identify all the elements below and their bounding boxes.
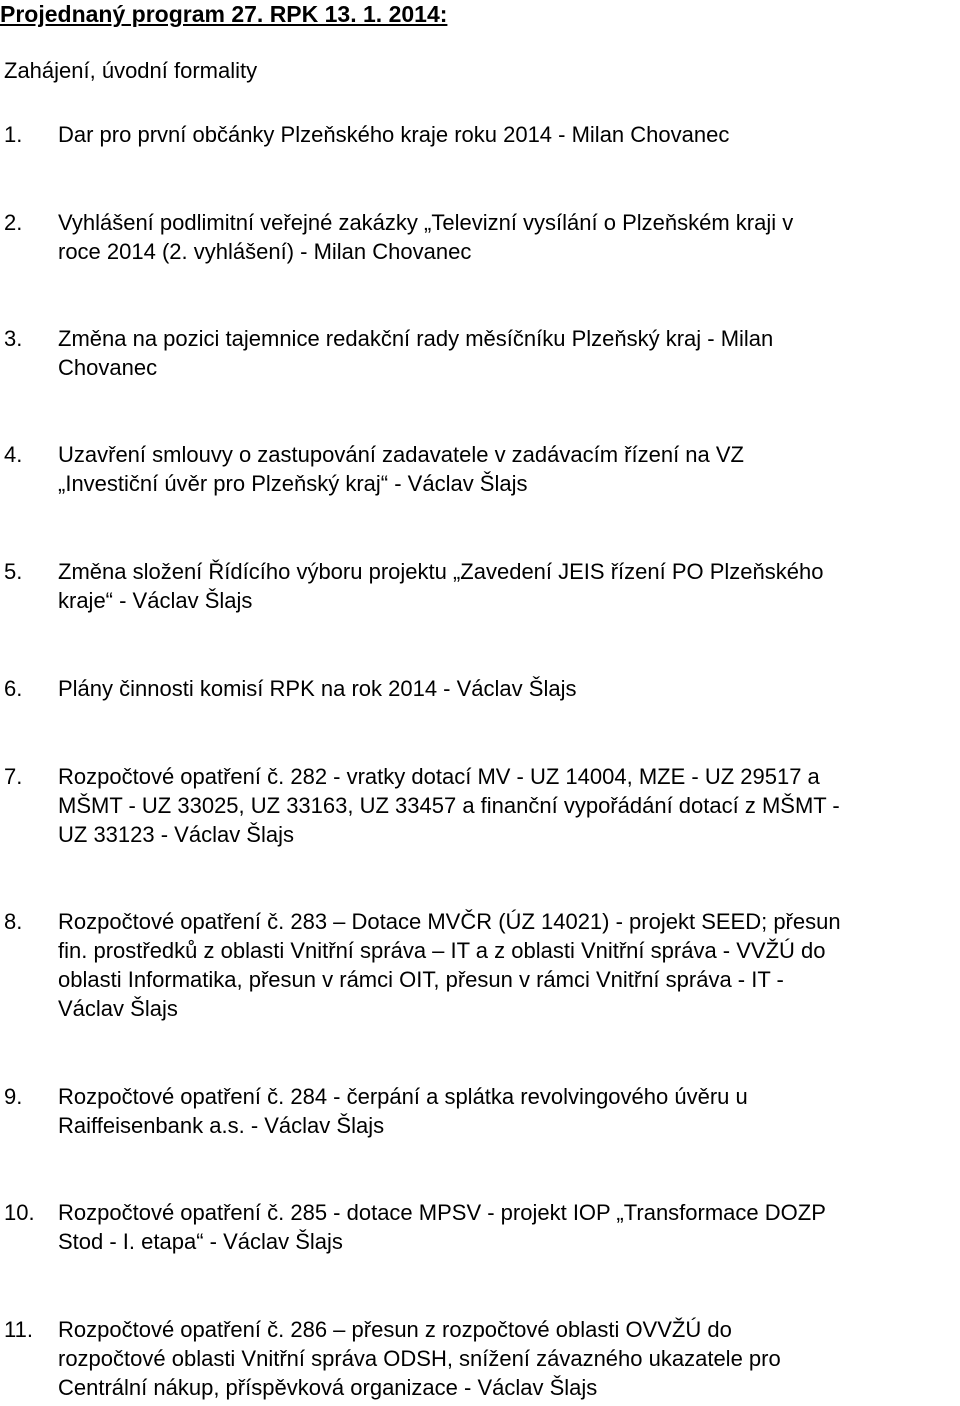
agenda-item-8: [4, 907, 960, 1023]
document-title: Projednaný program 27. RPK 13. 1. 2014:: [0, 1, 448, 27]
agenda-item-number: 11.: [4, 1317, 33, 1342]
agenda-item-number: 5.: [4, 559, 23, 584]
agenda-item-text: Rozpočtové opatření č. 282 - vratky dotací MV - UZ 14004, MZE - UZ 29517 a MŠMT - UZ 33025, UZ 33163, UZ 33457 a finanční vypořádání dotací z MŠMT - UZ 33123 - Václav Šlajs: [58, 764, 840, 847]
agenda-item-4: [4, 440, 960, 498]
agenda-item-text: Uzavření smlouvy o zastupování zadavatele v zadávacím řízení na VZ „Investiční úvěr pro Plzeňský kraj“ - Václav Šlajs: [58, 442, 744, 496]
agenda-item-10: [4, 1198, 960, 1256]
agenda-item-number: 3.: [4, 326, 23, 351]
agenda-item-number: 7.: [4, 764, 23, 789]
agenda-item-text: Rozpočtové opatření č. 285 - dotace MPSV - projekt IOP „Transformace DOZP Stod - I. etapa“ - Václav Šlajs: [58, 1200, 826, 1254]
agenda-item-text: Dar pro první občánky Plzeňského kraje roku 2014 - Milan Chovanec: [58, 122, 730, 147]
agenda-item-1: [4, 120, 960, 149]
intro-line: Zahájení, úvodní formality: [4, 58, 258, 83]
agenda-item-text: Plány činnosti komisí RPK na rok 2014 - Václav Šlajs: [58, 676, 577, 701]
agenda-item-text: Rozpočtové opatření č. 283 – Dotace MVČR (ÚZ 14021) - projekt SEED; přesun fin. prostředků z oblasti Vnitřní správa – IT a z oblasti Vnitřní správa - VVŽÚ do oblasti Informatika, přesun v rámci OIT, přesun v rámci Vnitřní správa - IT - Václav Šlajs: [58, 909, 841, 1021]
agenda-item-number: 9.: [4, 1084, 23, 1109]
agenda-item-number: 2.: [4, 210, 23, 235]
agenda-item-3: [4, 324, 960, 382]
agenda-item-text: Vyhlášení podlimitní veřejné zakázky „Televizní vysílání o Plzeňském kraji v roce 2014 (2. vyhlášení) - Milan Chovanec: [58, 210, 794, 264]
agenda-item-number: 6.: [4, 676, 23, 701]
agenda-item-text: Změna na pozici tajemnice redakční rady měsíčníku Plzeňský kraj - Milan Chovanec: [58, 326, 774, 380]
agenda-item-number: 10.: [4, 1200, 35, 1225]
agenda-item-9: [4, 1082, 960, 1140]
agenda-item-number: 4.: [4, 442, 23, 467]
agenda-item-6: [4, 674, 960, 703]
agenda-item-number: 8.: [4, 909, 23, 934]
agenda-item-text: Rozpočtové opatření č. 284 - čerpání a splátka revolvingového úvěru u Raiffeisenbank a.s. - Václav Šlajs: [58, 1084, 748, 1138]
agenda-item-11: [4, 1315, 960, 1402]
agenda-item-text: Změna složení Řídícího výboru projektu „Zavedení JEIS řízení PO Plzeňského kraje“ - Václav Šlajs: [58, 559, 824, 613]
agenda-item-number: 1.: [4, 122, 23, 147]
agenda-item-5: [4, 557, 960, 615]
agenda-item-text: Rozpočtové opatření č. 286 – přesun z rozpočtové oblasti OVVŽÚ do rozpočtové oblasti Vnitřní správa ODSH, snížení závazného ukazatele pro Centrální nákup, příspěvková organizace - Václav Šlajs: [58, 1317, 781, 1400]
agenda-item-2: [4, 208, 960, 266]
agenda-item-7: [4, 762, 960, 849]
